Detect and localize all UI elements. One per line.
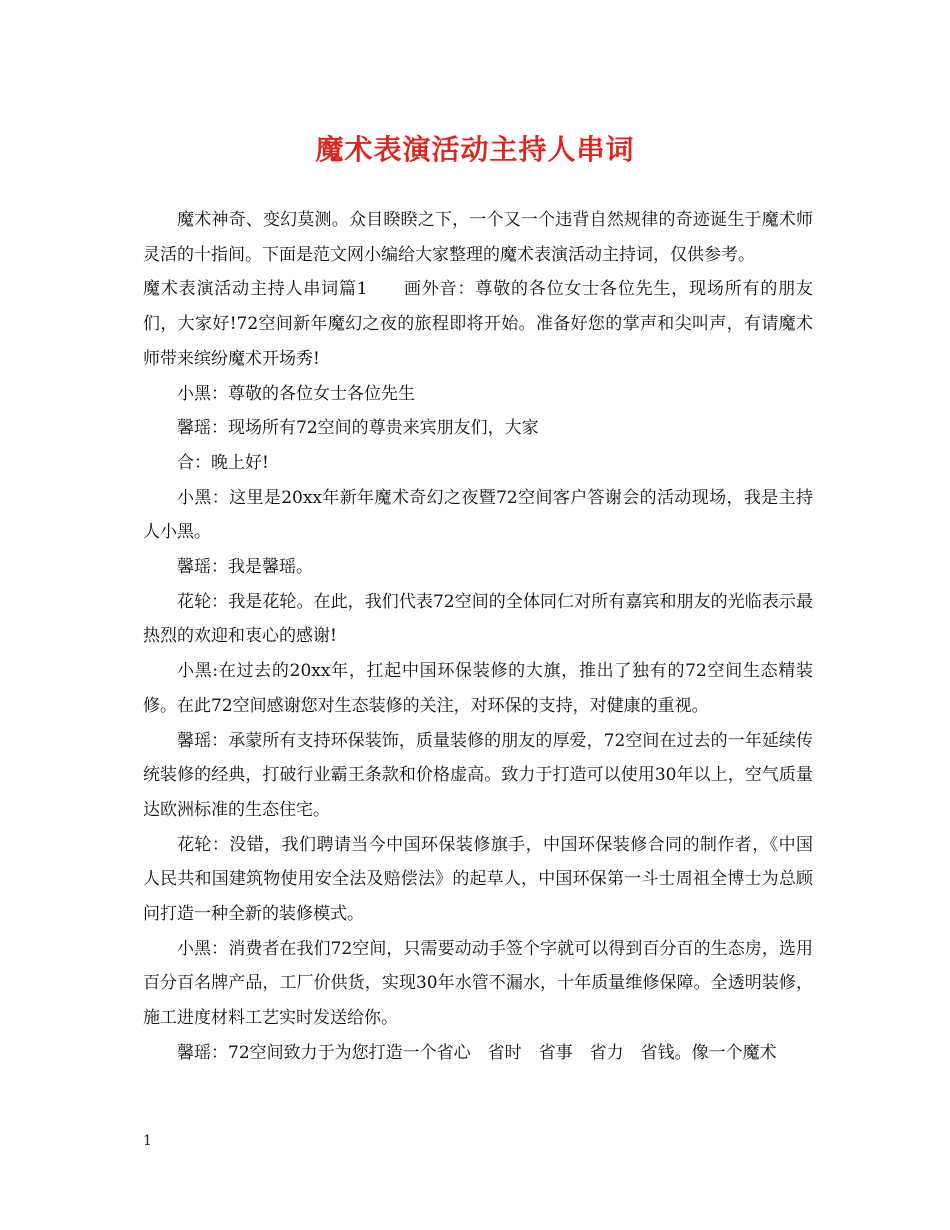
page-number: 1 xyxy=(143,1133,152,1149)
paragraph: 小黑：这里是20xx年新年魔术奇幻之夜暨72空间客户答谢会的活动现场，我是主持人小黑。 xyxy=(143,487,813,543)
paragraph: 小黑:在过去的20xx年，扛起中国环保装修的大旗，推出了独有的72空间生态精装修。在此72空间感谢您对生态装修的关注，对环保的支持，对健康的重视。 xyxy=(143,661,813,716)
paragraph: 花轮：没错，我们聘请当今中国环保装修旗手，中国环保装修合同的制作者，《中国人民共和国建筑物使用安全法及赔偿法》的起草人，中国环保第一斗士周祖全博士为总顾问打造一种全新的装修模式。 xyxy=(143,834,813,925)
paragraph: 小黑：尊敬的各位女士各位先生 xyxy=(177,383,415,404)
document-title: 魔术表演活动主持人串词 xyxy=(315,133,635,166)
paragraph: 馨瑶：72空间致力于为您打造一个省心 省时 省事 省力 省钱。像一个魔术 xyxy=(177,1042,777,1063)
paragraph: 合：晚上好! xyxy=(177,452,269,473)
paragraph: 馨瑶：现场所有72空间的尊贵来宾朋友们，大家 xyxy=(177,418,539,439)
paragraph: 魔术表演活动主持人串词篇1 画外音：尊敬的各位女士各位先生，现场所有的朋友们，大家好!72空间新年魔幻之夜的旅程即将开始。准备好您的掌声和尖叫声，有请魔术师带来缤纷魔术开场秀! xyxy=(143,279,813,369)
paragraph: 花轮：我是花轮。在此，我们代表72空间的全体同仁对所有嘉宾和朋友的光临表示最热烈的欢迎和衷心的感谢! xyxy=(143,591,813,647)
paragraph: 馨瑶：我是馨瑶。 xyxy=(177,557,313,578)
paragraph: 小黑：消费者在我们72空间，只需要动动手签个字就可以得到百分百的生态房，选用百分百名牌产品，工厂价供货，实现30年水管不漏水，十年质量维修保障。全透明装修，施工进度材料工艺实时发送给你。 xyxy=(143,938,813,1029)
document-body xyxy=(143,203,813,1071)
paragraph: 魔术神奇、变幻莫测。众目睽睽之下，一个又一个违背自然规律的奇迹诞生于魔术师灵活的十指间。下面是范文网小编给大家整理的魔术表演活动主持词，仅供参考。 xyxy=(143,210,813,265)
paragraph: 馨瑶：承蒙所有支持环保装饰，质量装修的朋友的厚爱，72空间在过去的一年延续传统装修的经典，打破行业霸王条款和价格虚高。致力于打造可以使用30年以上，空气质量达欧洲标准的生态住宅。 xyxy=(143,730,813,820)
